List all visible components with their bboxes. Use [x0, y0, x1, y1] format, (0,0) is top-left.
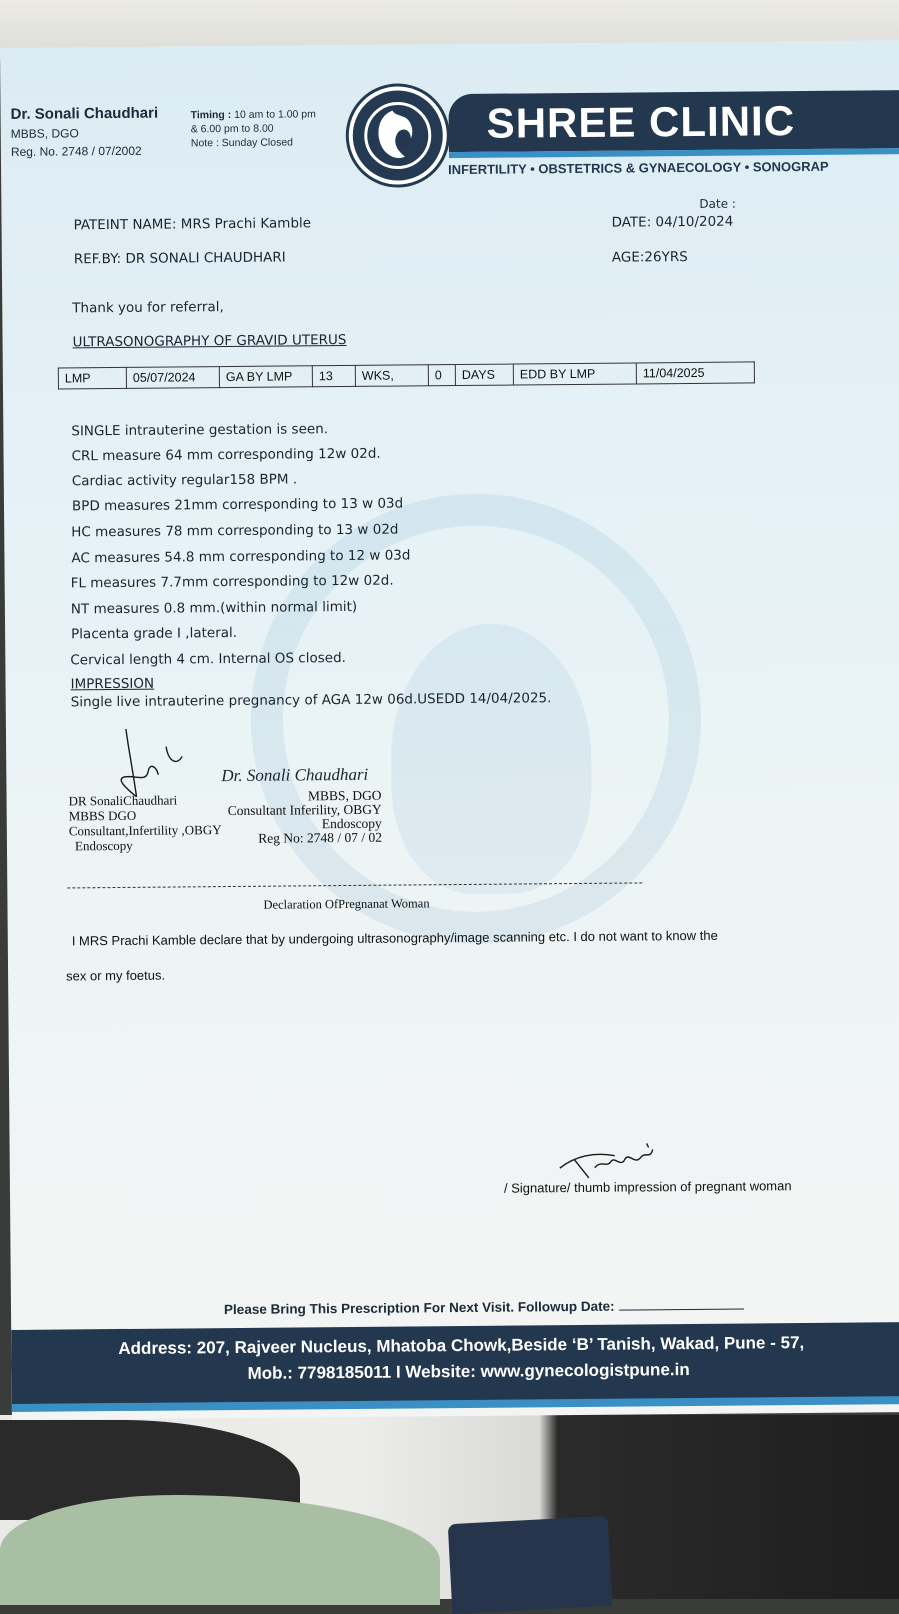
timing-value: 10 am to 1.00 pm — [234, 108, 316, 121]
table-cell: GA BY LMP — [219, 366, 312, 388]
table-cell: 05/07/2024 — [126, 367, 219, 389]
declaration-line1: I MRS Prachi Kamble declare that by undergoing ultrasonography/image scanning etc. I do not want to know the — [71, 927, 718, 949]
signature-right-line: Endoscopy — [321, 815, 382, 832]
table-cell: 11/04/2025 — [636, 362, 754, 384]
prescription-paper — [0, 40, 899, 1420]
table-cell: DAYS — [455, 364, 513, 386]
doctor-info — [11, 105, 159, 159]
signature-left-line: MBBS DGO — [68, 807, 137, 824]
table-row — [58, 362, 754, 389]
table-cell: WKS, — [355, 365, 428, 387]
table-cell: 0 — [428, 365, 455, 386]
signature-label: / Signature/ thumb impression of pregnant woman — [503, 1178, 792, 1196]
clinic-logo-icon — [348, 86, 447, 185]
followup-blank — [619, 1309, 744, 1311]
signature-right-line: MBBS, DGO — [307, 787, 382, 804]
impression-label: IMPRESSION — [70, 675, 155, 693]
date-label: Date : — [699, 196, 736, 211]
report-title: ULTRASONOGRAPHY OF GRAVID UTERUS — [72, 331, 347, 351]
signature-right — [171, 789, 381, 847]
table-cell: 13 — [312, 365, 355, 386]
patient-signature-icon — [555, 1137, 665, 1183]
followup-text: Please Bring This Prescription For Next Visit. Followup Date: — [223, 1298, 615, 1318]
clinic-services: INFERTILITY • OBSTETRICS & GYNAECOLOGY • SONOGRAP — [448, 158, 829, 178]
table-cell: EDD BY LMP — [513, 363, 636, 385]
watermark-silhouette — [390, 623, 592, 895]
clinic-name: SHREE CLINIC — [486, 97, 796, 147]
declaration-line2: sex or my foetus. — [66, 967, 166, 984]
finding-line: AC measures 54.8 mm corresponding to 12 w 03d — [71, 547, 411, 567]
signature-left-line: Consultant,Infertility ,OBGY — [68, 822, 222, 839]
finding-line: CRL measure 64 mm corresponding 12w 02d. — [71, 445, 381, 465]
greeting: Thank you for referral, — [72, 299, 224, 317]
timing-note: Note : Sunday Closed — [190, 136, 294, 150]
blue-object — [448, 1516, 612, 1614]
signature-left-line: DR SonaliChaudhari — [68, 792, 178, 809]
signature-right-line: Reg No: 2748 / 07 / 02 — [258, 829, 382, 846]
finding-line: Cervical length 4 cm. Internal OS closed. — [70, 650, 346, 669]
followup-note — [224, 1298, 744, 1318]
report-date: DATE: 04/10/2024 — [611, 213, 734, 231]
finding-line: NT measures 0.8 mm.(within normal limit) — [70, 598, 358, 618]
doctor-name: Dr. Sonali Chaudhari — [10, 104, 159, 123]
lmp-table — [58, 361, 755, 389]
finding-line: Cardiac activity regular158 BPM . — [71, 471, 298, 490]
finding-line: Placenta grade I ,lateral. — [71, 624, 238, 643]
referred-by: REF.BY: DR SONALI CHAUDHARI — [73, 249, 286, 268]
patient-age: AGE:26YRS — [611, 249, 688, 266]
finding-line: FL measures 7.7mm corresponding to 12w 02d. — [70, 572, 394, 592]
doctor-degree: MBBS, DGO — [10, 126, 79, 141]
impression-text: Single live intrauterine pregnancy of AGA 12w 06d.USEDD 14/04/2025. — [70, 690, 552, 711]
signature-right-line: Consultant Inferility, OBGY — [227, 801, 382, 819]
declaration-title: Declaration OfPregnanat Woman — [263, 896, 430, 912]
finding-line: HC measures 78 mm corresponding to 13 w 02d — [71, 521, 399, 541]
timing-info — [191, 107, 317, 150]
doctor-reg: Reg. No. 2748 / 07/2002 — [10, 143, 142, 159]
finding-line: SINGLE intrauterine gestation is seen. — [71, 421, 329, 440]
footer-address: Address: 207, Rajveer Nucleus, Mhatoba Chowk,Beside ‘B’ Tanish, Wakad, Pune - 57, — [118, 1333, 805, 1359]
patient-name: PATEINT NAME: MRS Prachi Kamble — [73, 215, 312, 234]
timing-line2: & 6.00 pm to 8.00 — [190, 122, 274, 136]
table-cell: LMP — [58, 367, 126, 389]
timing-label: Timing : — [190, 108, 232, 122]
signature-left-line: Endoscopy — [74, 837, 133, 854]
footer-contact: Mob.: 7798185011 I Website: www.gynecologistpune.in — [247, 1360, 690, 1383]
finding-line: BPD measures 21mm corresponding to 13 w 03d — [71, 495, 404, 515]
doctor-script-name: Dr. Sonali Chaudhari — [221, 764, 369, 786]
